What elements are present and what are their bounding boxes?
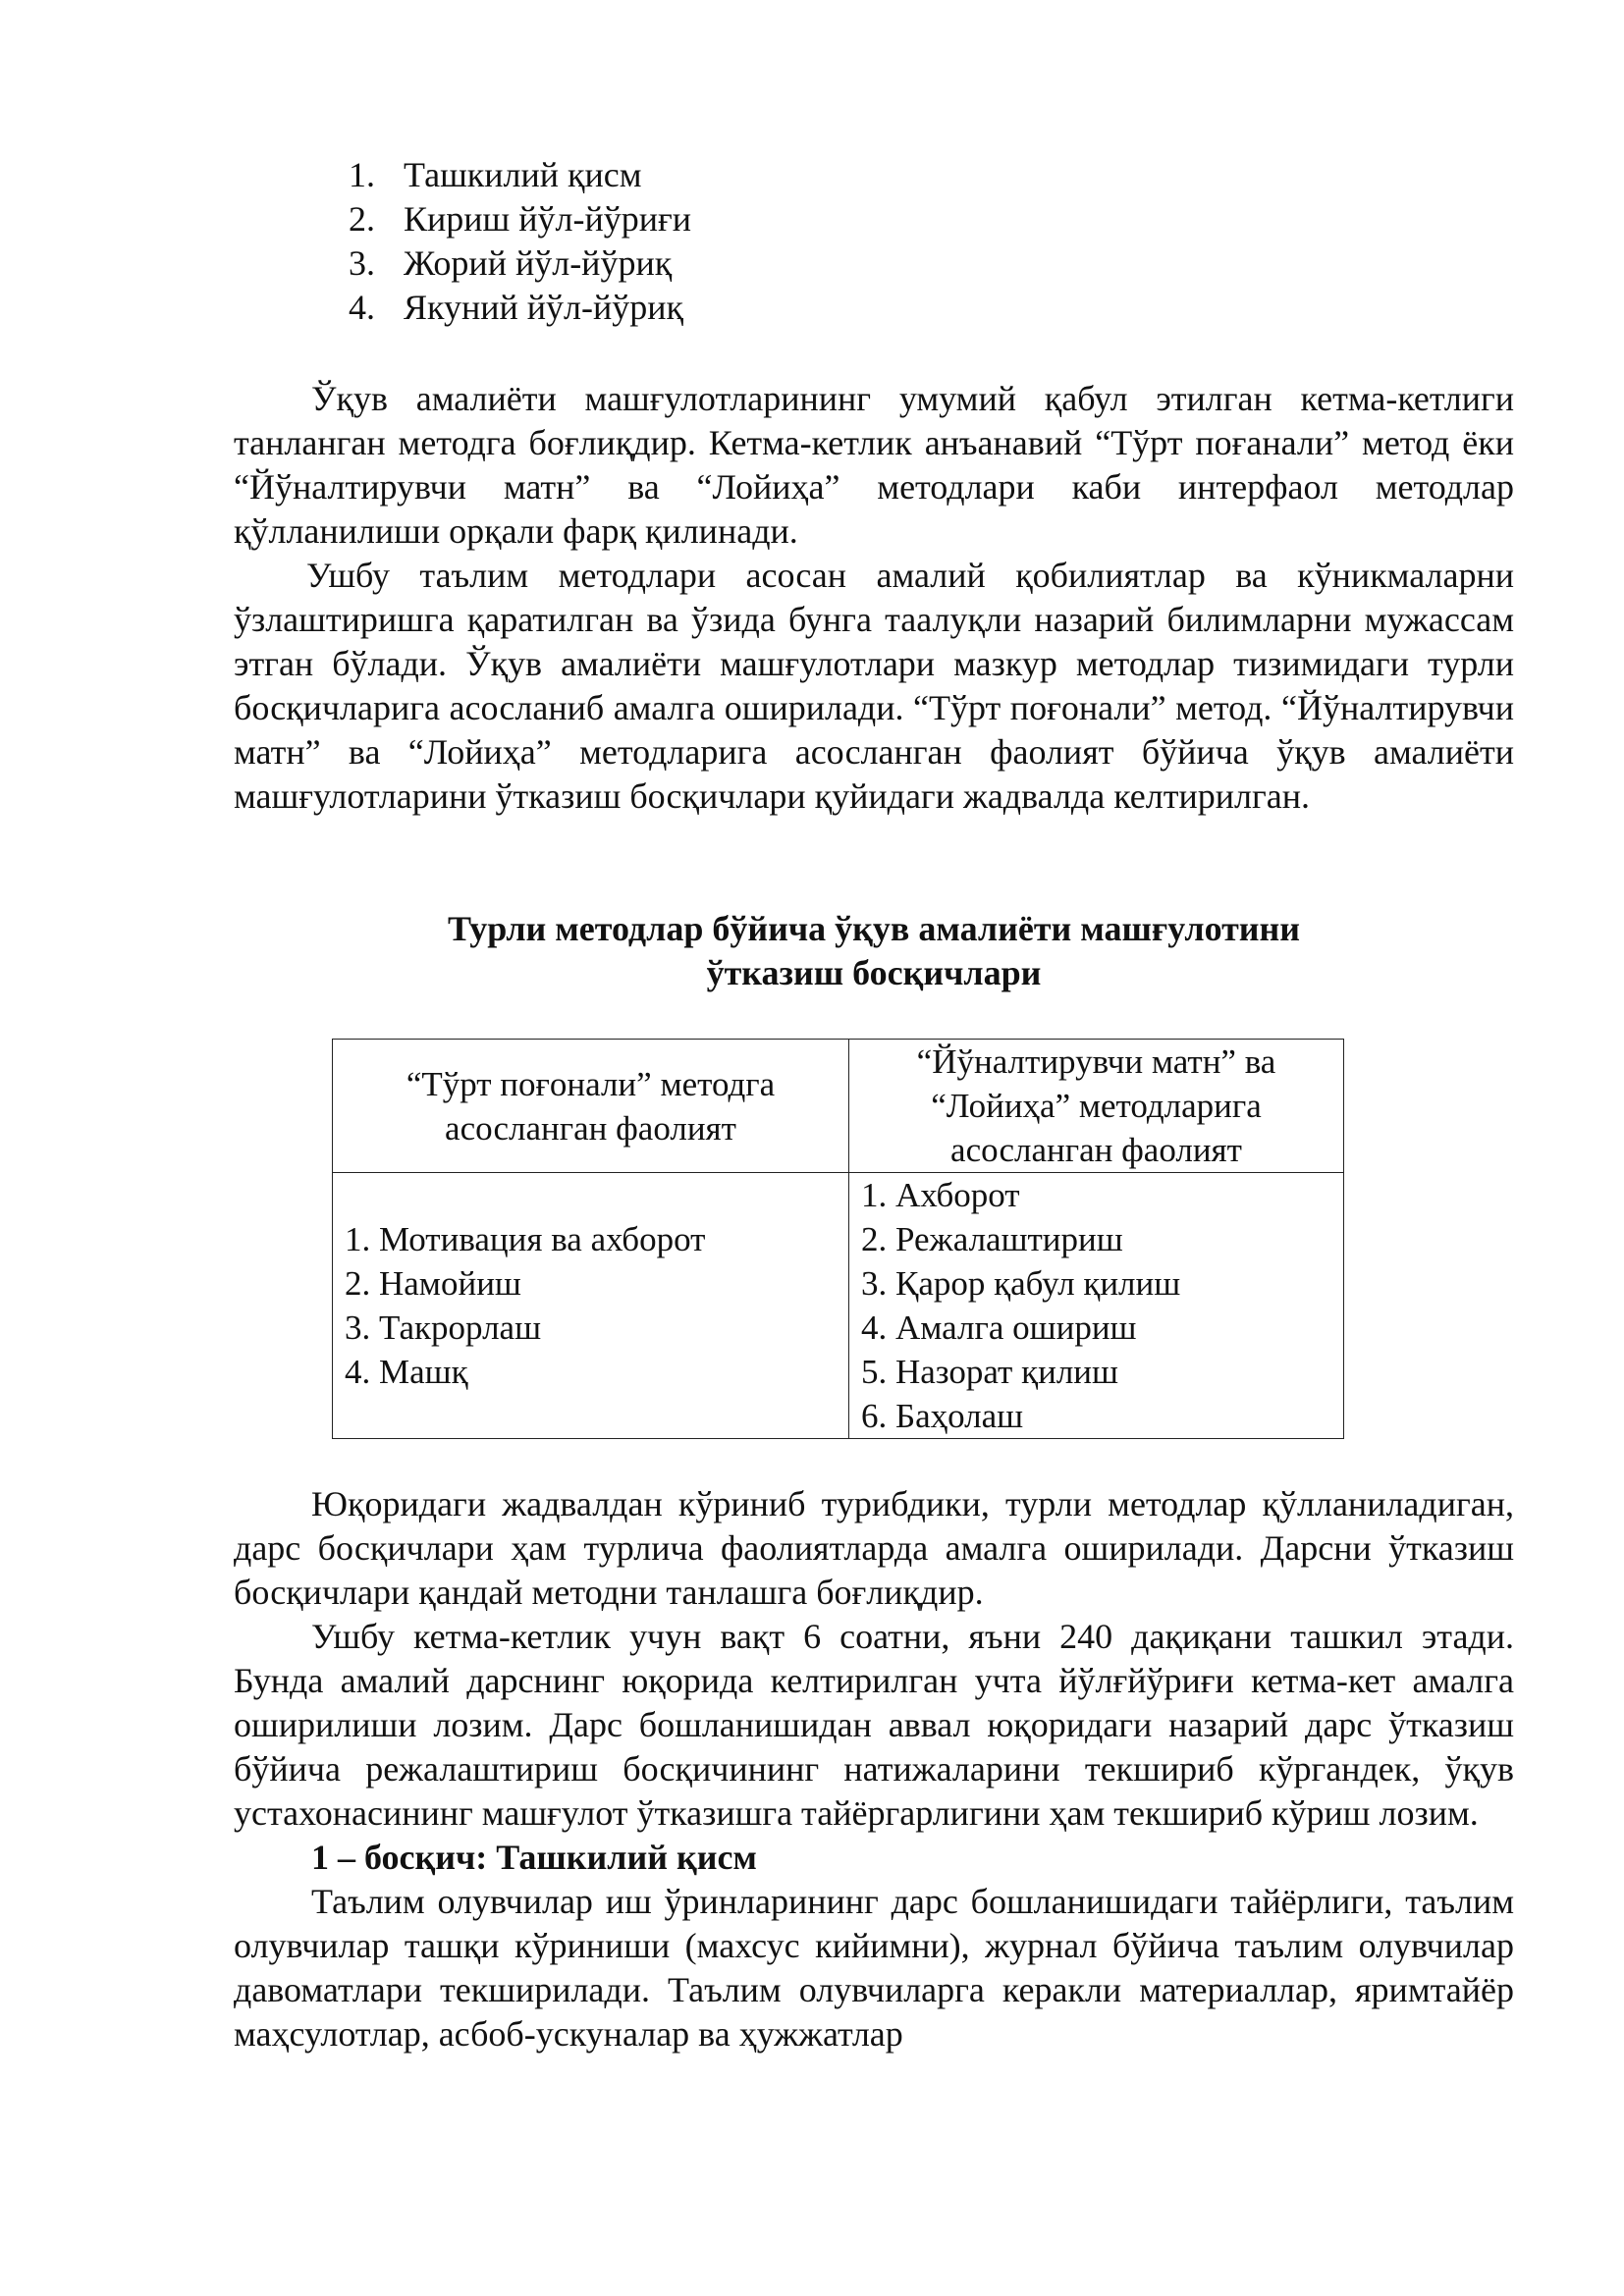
table-title: [234, 907, 1514, 995]
list-item: [349, 197, 691, 241]
table-title-line: ўтказиш босқичлари: [706, 953, 1042, 992]
list-item: 1. Ахборот: [861, 1176, 1020, 1214]
paragraph: Ушбу таълим методлари асосан амалий қобилиятлар ва кўникмаларни ўзлаштиришга қаратилган ва ўзида бунга таалуқли назарий билимларни мужассам этган бўлади. Ўқув амалиёти машғулотлари мазкур методлар тизимидаги турли босқичларига асосланиб амалга оширилади. “Тўрт поғонали” метод. “Йўналтирувчи матн” ва “Лойиҳа” методларига асосланган фаолият бўйича ўқув амалиёти машғулотларини ўтказиш босқичлари қуйидаги жадвалда келтирилган.: [234, 556, 1514, 816]
list-item: 4. Амалга ошириш: [861, 1308, 1137, 1347]
list-item: [349, 241, 691, 286]
paragraph: Таълим олувчилар иш ўринларининг дарс бошланишидаги тайёрлиги, таълим олувчилар ташқи кўриниши (махсус кийимни), журнал бўйича таълим олувчилар давоматлари текширилади. Таълим олувчиларга керакли материаллар, яримтайёр маҳсулотлар, асбоб-ускуналар ва ҳужжатлар: [234, 1882, 1514, 2054]
table-header-right: “Йўналтирувчи матн” ва “Лойиҳа” методларига асосланган фаолият: [849, 1040, 1344, 1173]
paragraph: Юқоридаги жадвалдан кўриниб турибдики, турли методлар қўлланиладиган, дарс босқичлари ҳам турлича фаолиятларда амалга оширилади. Дарсни ўтказиш босқичлари қандай методни танлашга боғлиқдир.: [234, 1484, 1514, 1612]
list-item: 1. Мотивация ва ахборот: [345, 1220, 706, 1258]
list-item-number: 2.: [349, 199, 375, 239]
section-heading: 1 – босқич: Ташкилий қисм: [311, 1838, 757, 1877]
list-item: 3. Такрорлаш: [345, 1308, 542, 1347]
list-item-text: Жорий йўл-йўриқ: [404, 243, 673, 283]
four-step-method-list: [345, 1217, 837, 1394]
list-item-number: 4.: [349, 288, 375, 327]
list-item: [349, 286, 691, 330]
list-item: 3. Қарор қабул қилиш: [861, 1264, 1181, 1303]
list-item: 6. Баҳолаш: [861, 1397, 1024, 1435]
list-item-text: Якуний йўл-йўриқ: [404, 288, 684, 327]
table-header-row: [333, 1040, 1344, 1173]
body-text-block: [234, 1482, 1514, 2056]
paragraph: Ўқув амалиёти машғулотларининг умумий қабул этилган кетма-кетлиги танланган методга боғлиқдир. Кетма-кетлик анъанавий “Тўрт поғанали” метод ёки “Йўналтирувчи матн” ва “Лойиҳа” методлари каби интерфаол методлар қўлланилиши орқали фарқ қилинади.: [234, 379, 1514, 551]
list-item-number: 3.: [349, 243, 375, 283]
methods-table: [332, 1039, 1344, 1439]
table-header-left: “Тўрт поғонали” методга асосланган фаолият: [333, 1040, 849, 1173]
list-item: 2. Режалаштириш: [861, 1220, 1123, 1258]
list-item: [349, 153, 691, 197]
guiding-text-method-list: [861, 1173, 1331, 1438]
list-item: 4. Машқ: [345, 1353, 468, 1391]
list-item: 5. Назорат қилиш: [861, 1353, 1118, 1391]
paragraph: Ушбу кетма-кетлик учун вақт 6 соатни, яъни 240 дақиқани ташкил этади. Бунда амалий дарснинг юқорида келтирилган учта йўлғйўриғи кетма-кет амалга оширилиши лозим. Дарс бошланишидан аввал юқоридаги назарий дарс ўтказиш бўйича режалаштириш босқичининг натижаларини текшириб кўргандек, ўқув устахонасининг машғулот ўтказишга тайёргарлигини ҳам текшириб кўриш лозим.: [234, 1617, 1514, 1833]
table-cell-left: [333, 1173, 849, 1439]
lesson-stages-list: [349, 153, 691, 330]
table-cell-right: [849, 1173, 1344, 1439]
list-item-text: Ташкилий қисм: [404, 155, 642, 194]
list-item: 2. Намойиш: [345, 1264, 521, 1303]
list-item-number: 1.: [349, 155, 375, 194]
list-item-text: Кириш йўл-йўриғи: [404, 199, 692, 239]
table-title-line: Турли методлар бўйича ўқув амалиёти машғулотини: [447, 909, 1301, 948]
table-row: [333, 1173, 1344, 1439]
intro-text-block: [234, 377, 1514, 819]
